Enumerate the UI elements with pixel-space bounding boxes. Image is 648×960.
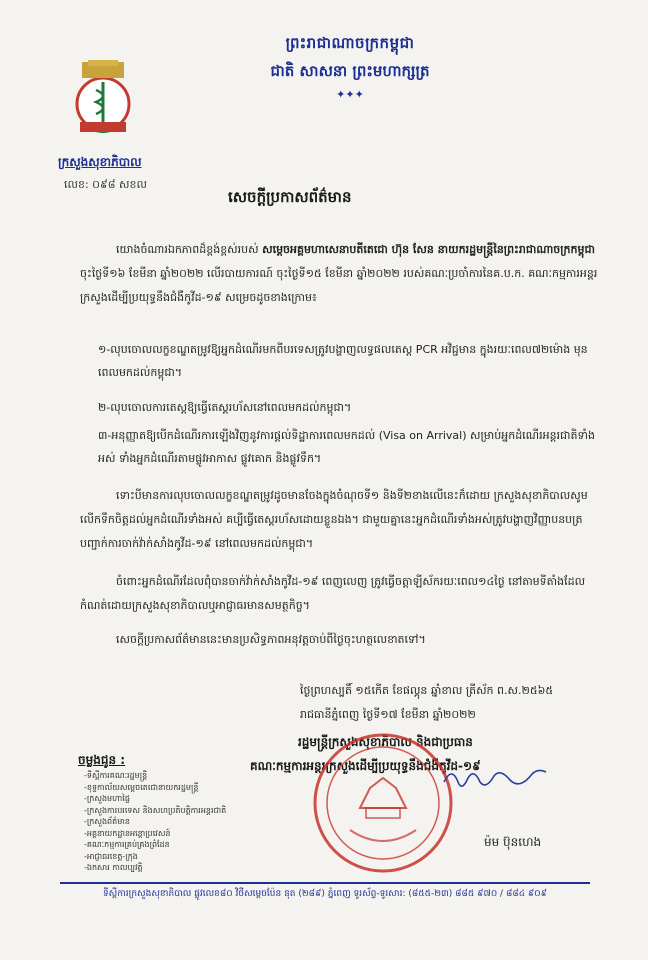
document-title: សេចក្តីប្រកាសព័ត៌មាន [228,188,352,206]
lunar-date: ថ្ងៃព្រហស្បតិ៍ ១៥កើត ខែផល្គុន ឆ្នាំខាល ត្រីស័ក ព.ស.២៥៦៥ [300,684,554,697]
kingdom-motto: ជាតិ សាសនា ព្រះមហាក្សត្រ [270,62,430,80]
committee-title: គណៈកម្មការអន្តរក្រសួងដើម្បីប្រយុទ្ធនឹងជំងឺកូវីដ-១៩ [250,759,481,773]
recipient-item: -ក្រសួងការបរទេស និងសហប្រតិបត្តិការអន្តរជាតិ [84,805,227,815]
ministry-logo-icon [72,60,134,142]
footer-divider [60,882,590,884]
recipient-item: -ក្រសួងមហាផ្ទៃ [84,794,130,803]
minister-title: រដ្ឋមន្ត្រីក្រសួងសុខាភិបាល និងជាប្រធាន [298,735,473,749]
paragraph-intro [80,238,600,310]
recipients-heading: ចម្លងជូន : [78,753,126,767]
ministry-name: ក្រសួងសុខាភិបាល [58,155,142,169]
list-item-3: ៣-អនុញ្ញាតឱ្យបើកដំណើរការឡើងវិញនូវការផ្តល់ទិដ្ឋាការពេលមកដល់ (Visa on Arrival) សម្រាប់អ្នកដំណើរអន្តរជាតិទាំងអស់ ទាំងអ្នកដំណើរតាមផ្លូវអាកាស ផ្លូវគោក និងផ្លូវទឹក។ [98,429,595,465]
intro-lead: យោងចំណារឯកភាពដ៏ខ្ពង់ខ្ពស់របស់ [116,243,259,256]
kingdom-title: ព្រះរាជាណាចក្រកម្ពុជា [285,34,415,52]
list-item-2: ២-លុបចោលការតេស្តឱ្យធ្វើតេស្តរហ័សនៅពេលមកដល់កម្ពុជា។ [98,401,352,414]
paragraph-4: សេចក្តីប្រកាសព័ត៌មាននេះមានប្រសិទ្ធភាពអនុវត្តចាប់ពីថ្ងៃចុះហត្ថលេខាតទៅ។ [116,633,426,646]
recipient-item: -ទីស្តីការគណៈរដ្ឋមន្ត្រី [84,771,148,780]
recipients-list [84,770,284,874]
recipient-item: -អាជ្ញាធរខេត្ត-ក្រុង [84,851,138,861]
official-stamp-icon [310,730,456,876]
reference-number: លេខ: ០៩៨ សខល [64,178,147,191]
kingdom-header [200,34,500,101]
solar-date: រាជធានីភ្នំពេញ ថ្ងៃទី១៧ ខែមីនា ឆ្នាំ២០២២ [300,708,476,721]
footer-address: ទីស្តីការក្រសួងសុខាភិបាល ផ្លូវលេខ៨០ វិថីសម្តេចប៉ែន នុត (២៨៩) ភ្នំពេញ ទូរស័ព្ទ-ទូរសារ: (៨៥៥-២៣) ៨៨៥ ៩៧០ / ៨៨៤ ៩០៩ [102,889,548,899]
intro-pm: សម្តេចអគ្គមហាសេនាបតីតេជោ ហ៊ុន សែន នាយករដ្ឋមន្ត្រីនៃព្រះរាជាណាចក្រកម្ពុជា [262,243,595,256]
recipient-item: -ក្រសួងព័ត៌មាន [84,817,130,826]
recipient-item: -អគ្គនាយកដ្ឋានអន្តោប្រវេសន៍ [84,828,171,838]
ornament: ✦✦✦ [336,88,364,101]
recipient-item: -ឯកសារ កាលប្បវត្តិ [84,863,143,872]
recipient-item: -គណៈកម្មការគ្រប់គ្រងព្រំដែន [84,840,170,849]
recipient-item: -ខុទ្ទកាល័យសម្តេចតេជោនាយករដ្ឋមន្ត្រី [84,782,199,792]
signer-name: ម៉ម ប៊ុនហេង [484,835,542,849]
paragraph-3: ចំពោះអ្នកដំណើរដែលពុំបានចាក់វ៉ាក់សាំងកូវីដ-១៩ ពេញលេញ ត្រូវធ្វើចត្តាឡីស័ករយៈពេល១៤ថ្ងៃ នៅតាមទីតាំងដែលកំណត់ដោយក្រសួងសុខាភិបាលឬអាជ្ញាធរមានសមត្ថកិច្ច។ [80,575,586,612]
list-item-1: ១-លុបចោលលក្ខខណ្ឌតម្រូវឱ្យអ្នកដំណើរមកពីបរទេសត្រូវបង្ហាញលទ្ធផលតេស្ត PCR អវិជ្ជមាន ក្នុងរយៈពេល៧២ម៉ោង មុនពេលមកដល់កម្ពុជា។ [98,343,588,379]
paragraph-2: ទោះបីមានការលុបចោលលក្ខខណ្ឌតម្រូវដូចមានចែងក្នុងចំណុចទី១ និងទី២ខាងលើនេះក៏ដោយ ក្រសួងសុខាភិបាលសូមលើកទឹកចិត្តដល់អ្នកដំណើរទាំងអស់ គប្បីធ្វើតេស្តរហ័សដោយខ្លួនឯង។ ជាមួយគ្នានេះអ្នកដំណើរទាំងអស់ត្រូវបង្ហាញវិញ្ញាបនបត្របញ្ជាក់ការចាក់វ៉ាក់សាំងកូវីដ-១៩ នៅពេលមកដល់កម្ពុជា។ [80,489,588,550]
intro-rest: ចុះថ្ងៃទី១៦ ខែមីនា ឆ្នាំ២០២២ លើរបាយការណ៍ ចុះថ្ងៃទី១៥ ខែមីនា ឆ្នាំ២០២២ របស់គណៈប្រចាំការនៃគ.ប.ក. គណៈកម្មការអន្តរក្រសួងដើម្បីប្រយុទ្ធនឹងជំងឺកូវីដ-១៩ សម្រេចដូចខាងក្រោម៖ [80,267,598,304]
signature-icon [440,760,550,800]
